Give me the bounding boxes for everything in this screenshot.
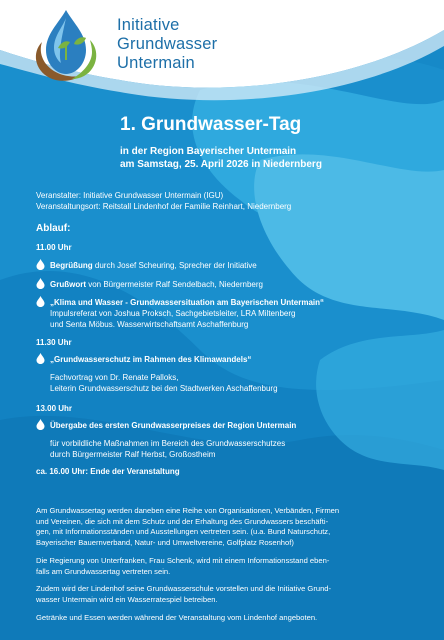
water-drop-icon [36, 296, 45, 307]
item-text: Leiterin Grundwasserschutz bei den Stadtwerken Aschaffenburg [50, 384, 278, 393]
end-time: ca. 16.00 Uhr: Ende der Veranstaltung [36, 467, 180, 476]
org-line-1: Initiative [117, 16, 180, 34]
subtitle-line-1: in der Region Bayerischer Untermain [120, 146, 297, 157]
org-line-2: Grundwasser [117, 35, 218, 53]
item-text: für vorbildliche Maßnahmen im Bereich des Grundwasserschutzes [50, 439, 286, 448]
info-paragraph-exhibitors [36, 506, 421, 548]
paragraph-line: wasser Untermain wird ein Wasserratespiel betreiben. [36, 594, 218, 604]
water-drop-icon [36, 353, 45, 364]
paragraph-line: falls am Grundwassertag vertreten sein. [36, 566, 171, 576]
water-drop-icon [36, 278, 45, 289]
item-title: „Grundwasserschutz im Rahmen des Klimawandels“ [50, 355, 252, 364]
event-title: 1. Grundwasser-Tag [120, 114, 302, 135]
item-text: Impulsreferat von Joshua Proksch, Sachgebietsleiter, LRA Miltenberg [50, 309, 296, 318]
organizer-info [36, 190, 291, 212]
event-subtitle [120, 145, 322, 171]
item-title: „Klima und Wasser - Grundwassersituation am Bayerischen Untermain“ [50, 298, 324, 307]
item-title: Begrüßung [50, 261, 93, 270]
organization-name [117, 16, 217, 73]
item-text: und Senta Möbus. Wasserwirtschaftsamt Aschaffenburg [50, 320, 249, 329]
time-label: 11.00 Uhr [36, 243, 72, 252]
info-paragraph-catering [36, 613, 421, 624]
time-label: 11.30 Uhr [36, 338, 72, 347]
org-line-3: Untermain [117, 54, 195, 72]
paragraph-line: Zudem wird der Lindenhof seine Grundwasserschule vorstellen und die Initiative Grund- [36, 584, 332, 593]
lecture-details [50, 372, 278, 394]
award-details [50, 438, 285, 460]
info-paragraph-government [36, 556, 421, 577]
igu-logo [28, 8, 104, 82]
program-item-award [50, 420, 430, 431]
info-paragraph-school [36, 584, 421, 605]
item-title: Grußwort [50, 280, 86, 289]
paragraph-line: Getränke und Essen werden während der Veranstaltung vom Lindenhof angeboten. [36, 613, 318, 622]
item-title: Übergabe des ersten Grundwasserpreises der Region Untermain [50, 421, 297, 430]
program-item-welcome [50, 260, 430, 271]
item-text: von Bürgermeister Ralf Sendelbach, Niedernberg [86, 280, 263, 289]
paragraph-line: Die Regierung von Unterfranken, Frau Schenk, wird mit einem Informationsstand eben- [36, 556, 330, 565]
program-item-greeting [50, 279, 430, 290]
item-text: durch Josef Scheuring, Sprecher der Initiative [92, 261, 257, 270]
organizer-line: Veranstalter: Initiative Grundwasser Untermain (IGU) [36, 191, 224, 200]
item-text: durch Bürgermeister Ralf Herbst, Großostheim [50, 450, 216, 459]
water-drop-icon [36, 419, 45, 430]
program-item-lecture [50, 354, 430, 365]
time-label: 13.00 Uhr [36, 404, 73, 413]
item-text: Fachvortrag von Dr. Renate Palloks, [50, 373, 179, 382]
venue-line: Veranstaltungsort: Reitstall Lindenhof der Familie Reinhart, Niedernberg [36, 202, 292, 211]
paragraph-line: Bayerischer Bauernverband, Natur- und Umweltvereine, Golfplatz Rosenhof) [36, 537, 294, 547]
paragraph-line: gen, mit Informationsständen und Ausstellungen vertreten sein. (u.a. Bund Naturschutz, [36, 527, 331, 536]
program-heading: Ablauf: [36, 223, 71, 234]
paragraph-line: und Vereinen, die sich mit dem Schutz und der Erhaltung des Grundwassers beschäfti- [36, 516, 329, 526]
program-item-keynote [50, 297, 430, 330]
paragraph-line: Am Grundwassertag werden daneben eine Reihe von Organisationen, Verbänden, Firmen [36, 506, 340, 515]
subtitle-line-2: am Samstag, 25. April 2026 in Niedernberg [120, 159, 322, 170]
water-drop-icon [36, 259, 45, 270]
